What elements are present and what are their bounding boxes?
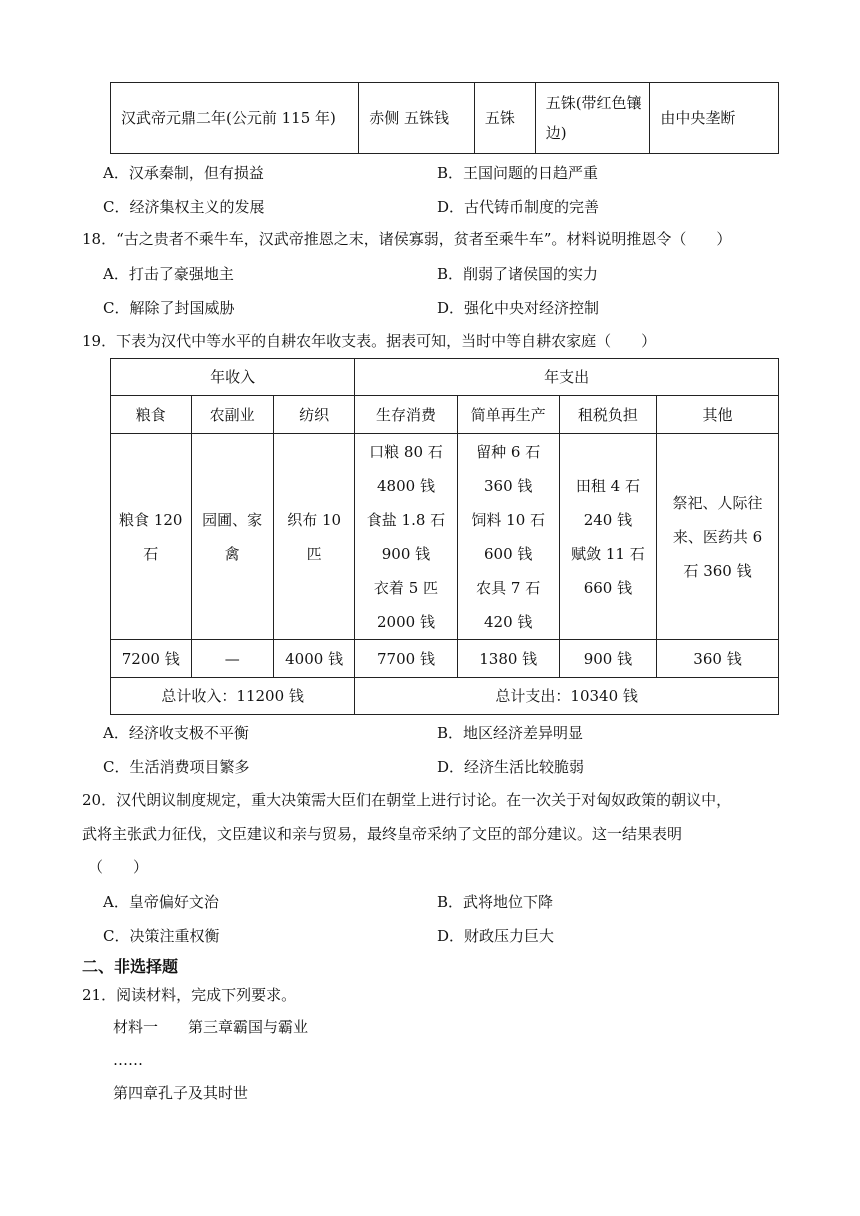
subheader: 租税负担 (559, 396, 656, 434)
total-cell: 7200 钱 (111, 640, 192, 678)
detail-cell (559, 434, 656, 640)
cell-line: 匹 (306, 544, 322, 563)
coinage-table (110, 82, 779, 154)
detail-cell (355, 434, 457, 640)
q19-stem: 19．下表为汉代中等水平的自耕农年收支表。据表可知，当时中等自耕农家庭（ ） (82, 332, 657, 350)
table-cell: 赤侧 五铢钱 (359, 83, 475, 154)
cell-line: 240 钱 (583, 510, 633, 529)
cell-line: 600 钱 (484, 544, 533, 563)
q19-option-b[interactable]: B．地区经济差异明显 (437, 724, 584, 742)
table-row (111, 678, 779, 715)
q21-ellipsis: …… (113, 1051, 143, 1069)
sum-income: 总计收入：11200 钱 (111, 678, 355, 715)
cell-line: 饲料 10 石 (471, 510, 546, 529)
cell-line: 4800 钱 (377, 476, 435, 495)
q18-option-b[interactable]: B．削弱了诸侯国的实力 (437, 265, 599, 283)
total-cell: — (191, 640, 273, 678)
table-cell: 由中央垄断 (650, 83, 779, 154)
cell-line: 留种 6 石 (476, 442, 541, 461)
table-row (111, 434, 779, 640)
q19-option-c[interactable]: C．生活消费项目繁多 (103, 758, 250, 776)
q18-option-c[interactable]: C．解除了封国威胁 (103, 299, 235, 317)
cell-line: 织布 10 (287, 510, 342, 529)
total-cell: 360 钱 (657, 640, 779, 678)
subheader: 生存消费 (355, 396, 457, 434)
subheader: 简单再生产 (457, 396, 559, 434)
q20-option-d[interactable]: D．财政压力巨大 (437, 927, 555, 945)
table-cell: 五铢(带红色镶边) (535, 83, 650, 154)
cell-line: 赋敛 11 石 (571, 544, 645, 563)
cell-line: 360 钱 (484, 476, 533, 495)
table-cell: 五铢 (474, 83, 535, 154)
q20-option-b[interactable]: B．武将地位下降 (437, 893, 554, 911)
q21-chapter-4: 第四章孔子及其时世 (113, 1084, 249, 1102)
subheader: 农副业 (191, 396, 273, 434)
q20-stem-line2: 武将主张武力征伐，文臣建议和亲与贸易，最终皇帝采纳了文臣的部分建议。这一结果表明 (82, 825, 683, 843)
subheader: 其他 (657, 396, 779, 434)
table-row (111, 396, 779, 434)
cell-line: 园圃、家 (202, 510, 263, 529)
q20-option-c[interactable]: C．决策注重权衡 (103, 927, 220, 945)
cell-line: 2000 钱 (377, 612, 435, 631)
q21-stem: 21．阅读材料，完成下列要求。 (82, 986, 297, 1004)
q20-stem-line3: （ ） (88, 858, 149, 876)
total-cell: 4000 钱 (273, 640, 354, 678)
subheader: 纺织 (273, 396, 354, 434)
table-row (111, 640, 779, 678)
detail-cell (111, 434, 192, 640)
q20-option-a[interactable]: A．皇帝偏好文治 (103, 893, 219, 911)
cell-line: 900 钱 (381, 544, 431, 563)
table-row (111, 359, 779, 396)
q17-option-a[interactable]: A．汉承秦制，但有损益 (103, 164, 264, 182)
q19-option-d[interactable]: D．经济生活比较脆弱 (437, 758, 585, 776)
cell-line: 石 360 钱 (683, 561, 752, 580)
detail-cell (457, 434, 559, 640)
q17-option-b[interactable]: B．王国问题的日趋严重 (437, 164, 599, 182)
q18-option-d[interactable]: D．强化中央对经济控制 (437, 299, 600, 317)
subheader: 粮食 (111, 396, 192, 434)
expense-header: 年支出 (355, 359, 779, 396)
section-title: 二、非选择题 (82, 957, 179, 976)
total-cell: 7700 钱 (355, 640, 457, 678)
detail-cell (191, 434, 273, 640)
total-cell: 1380 钱 (457, 640, 559, 678)
cell-line: 石 (143, 544, 159, 563)
cell-line: 来、医药共 6 (672, 527, 763, 546)
cell-line: 口粮 80 石 (369, 442, 443, 461)
q17-option-d[interactable]: D．古代铸币制度的完善 (437, 198, 600, 216)
q18-option-a[interactable]: A．打击了豪强地主 (103, 265, 234, 283)
total-cell: 900 钱 (559, 640, 656, 678)
q17-option-c[interactable]: C．经济集权主义的发展 (103, 198, 265, 216)
q19-option-a[interactable]: A．经济收支极不平衡 (103, 724, 249, 742)
cell-line: 粮食 120 (119, 510, 183, 529)
cell-line: 禽 (224, 544, 240, 563)
detail-cell (273, 434, 354, 640)
cell-line: 田租 4 石 (575, 476, 640, 495)
q20-stem-line1: 20．汉代朗议制度规定，重大决策需大臣们在朝堂上进行讨论。在一次关于对匈奴政策的朝议中， (82, 791, 732, 809)
income-expense-table (110, 358, 779, 715)
income-header: 年收入 (111, 359, 355, 396)
cell-line: 660 钱 (583, 578, 633, 597)
cell-line: 祭祀、人际往 (672, 493, 763, 512)
cell-line: 食盐 1.8 石 (366, 510, 446, 529)
table-cell: 汉武帝元鼎二年(公元前 115 年) (111, 83, 359, 154)
cell-line: 420 钱 (484, 612, 533, 631)
table-row (111, 83, 779, 154)
q21-material-1: 材料一 第三章霸国与霸业 (113, 1018, 309, 1036)
sum-expense: 总计支出：10340 钱 (355, 678, 779, 715)
cell-line: 衣着 5 匹 (373, 578, 439, 597)
cell-line: 农具 7 石 (476, 578, 541, 597)
detail-cell (657, 434, 779, 640)
q18-stem: 18．“古之贵者不乘牛车，汉武帝推恩之末，诸侯寡弱，贫者至乘牛车”。材料说明推恩令（ ） (82, 230, 732, 248)
